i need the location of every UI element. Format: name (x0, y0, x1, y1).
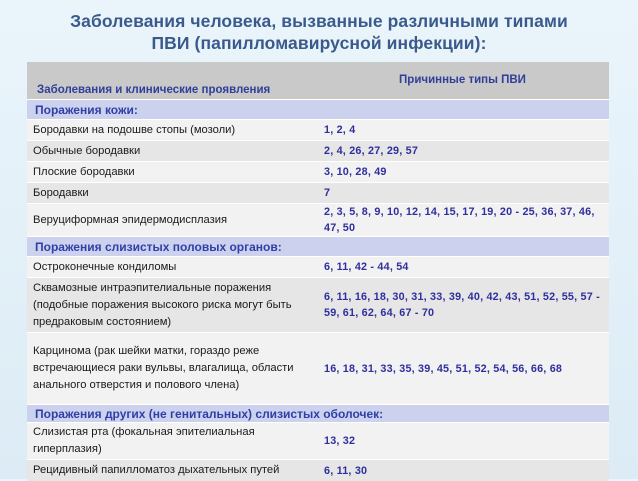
table-row (27, 119, 609, 140)
hpv-types-cell: 6, 11, 30 (324, 464, 368, 477)
disease-cell: Веруциформная эпидермодисплазия (33, 213, 228, 226)
section-other-mucosa-lesions: Поражения других (не генитальных) слизистых оболочек: (27, 404, 609, 422)
disease-cell: Бородавки на подошве стопы (мозоли) (33, 123, 236, 136)
section-skin-lesions: Поражения кожи: (27, 99, 609, 119)
table-row (27, 140, 609, 161)
hpv-types-cell: 13, 32 (324, 435, 356, 447)
disease-cell: Слизистая рта (фокальная эпителиальная гиперплазия) (33, 426, 255, 455)
hpv-types-cell: 3, 10, 28, 49 (324, 166, 387, 178)
table-row (27, 256, 609, 277)
disease-cell: Обычные бородавки (33, 144, 141, 157)
disease-cell: Бородавки (33, 186, 89, 199)
hpv-types-cell: 2, 4, 26, 27, 29, 57 (324, 145, 419, 157)
table-row (27, 161, 609, 182)
hpv-types-cell: 2, 3, 5, 8, 9, 10, 12, 14, 15, 17, 19, 20 - 25, 36, 37, 46, 47, 50 (324, 206, 595, 234)
table-header (27, 62, 609, 99)
table-row (27, 332, 609, 404)
table-row (27, 182, 609, 203)
header-hpv-types: Причинные типы ПВИ (399, 74, 526, 86)
table-row (27, 459, 609, 481)
hpv-types-cell: 7 (324, 187, 331, 199)
table-row (27, 277, 609, 332)
hpv-types-cell: 6, 11, 16, 18, 30, 31, 33, 39, 40, 42, 43, 51, 52, 55, 57 - 59, 61, 62, 64, 67 - 70 (324, 291, 600, 319)
slide-title-line-1: Заболевания человека, вызванные различными типами (70, 11, 568, 31)
disease-cell: Плоские бородавки (33, 165, 135, 178)
section-genital-mucosa-lesions: Поражения слизистых половых органов: (27, 236, 609, 256)
table-row (27, 203, 609, 236)
hpv-types-cell: 1, 2, 4 (324, 124, 356, 136)
slide-title (0, 10, 638, 54)
hpv-types-table (27, 62, 609, 481)
disease-cell: Остроконечные кондиломы (33, 260, 177, 273)
header-diseases: Заболевания и клинические проявления (37, 84, 271, 96)
hpv-types-cell: 16, 18, 31, 33, 35, 39, 45, 51, 52, 54, 56, 66, 68 (324, 362, 563, 375)
slide-title-line-2: ПВИ (папилломавирусной инфекции): (151, 33, 487, 53)
disease-cell: Карцинома (рак шейки матки, гораздо реже встречающиеся раки вульвы, влагалища, области анального отверстия и полового члена) (33, 345, 294, 391)
disease-cell: Сквамозные интраэпителиальные поражения (подобные поражения высокого риска могут быть предраковым состоянием) (33, 281, 292, 328)
disease-cell: Рецидивный папилломатоз дыхательных путей (33, 464, 280, 476)
hpv-types-cell: 6, 11, 42 - 44, 54 (324, 261, 409, 273)
table-row (27, 422, 609, 459)
